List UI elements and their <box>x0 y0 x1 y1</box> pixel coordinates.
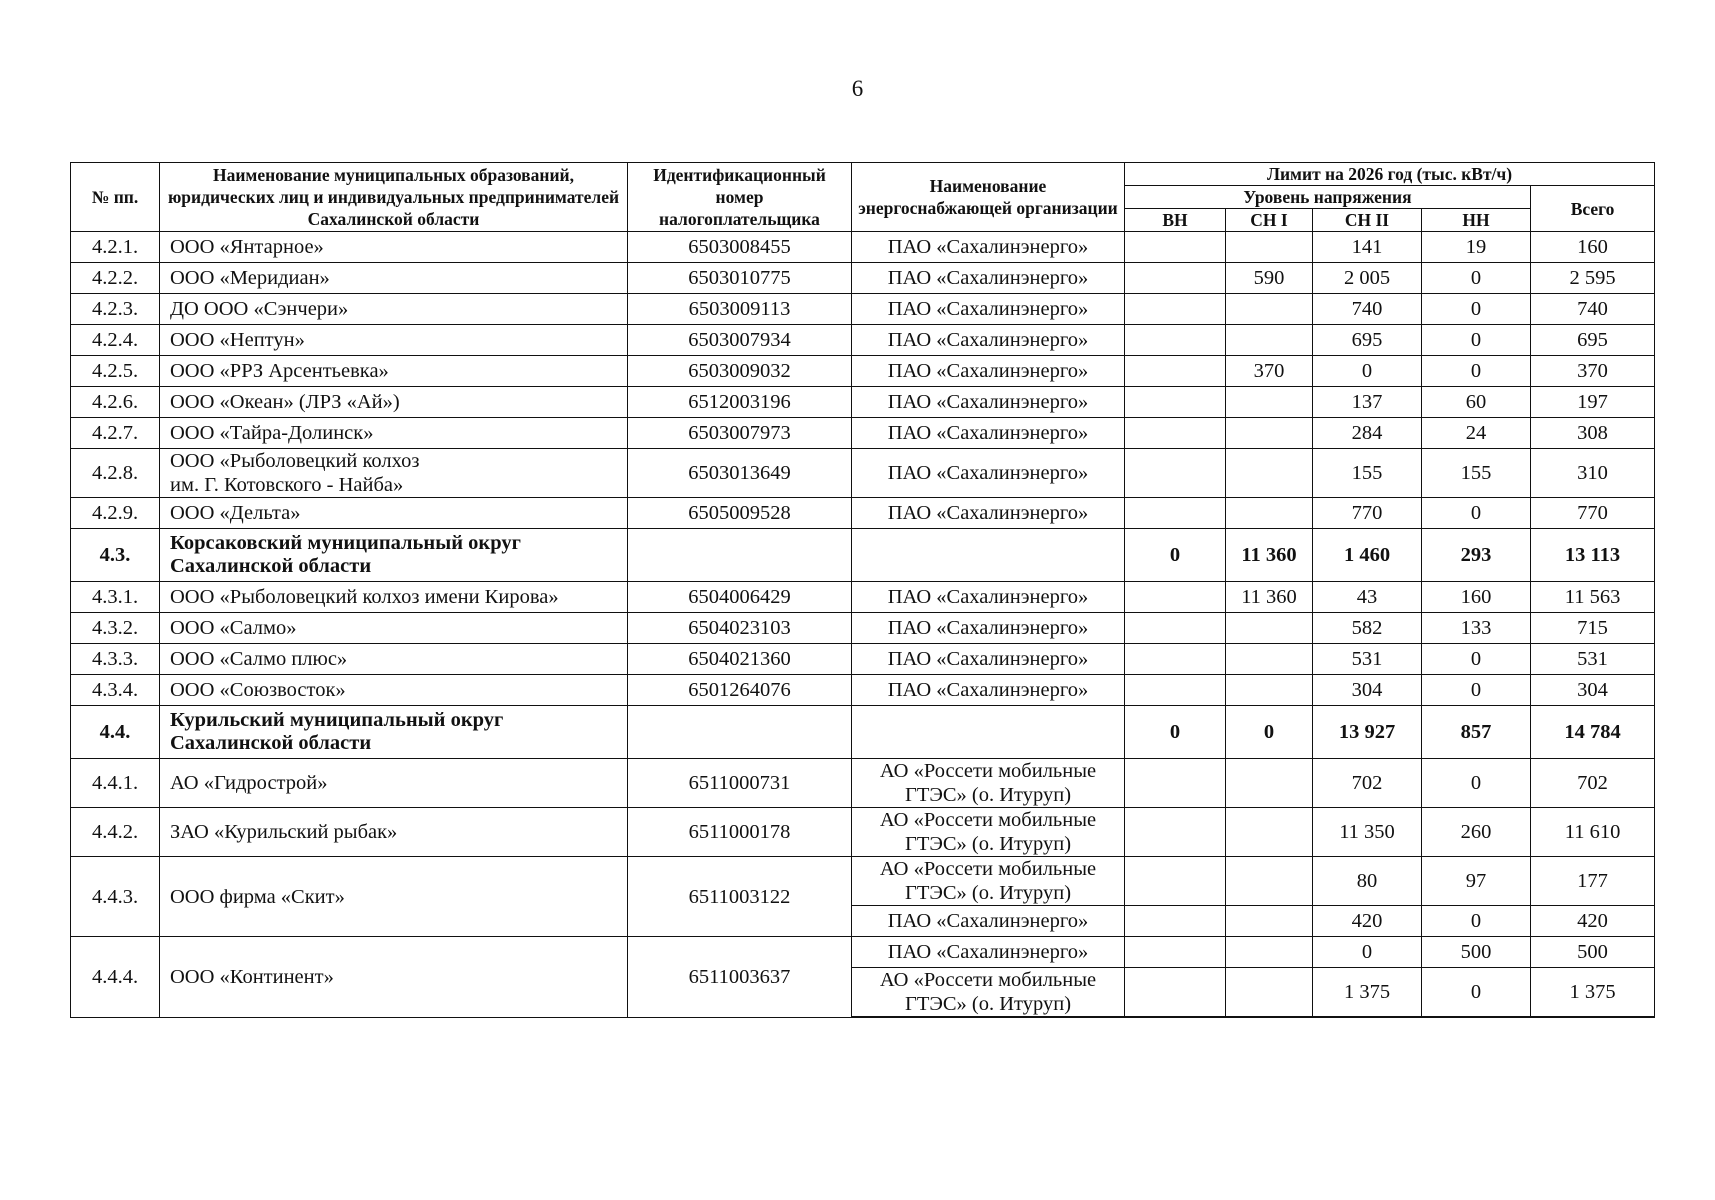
table-row <box>71 325 1655 356</box>
table-row <box>71 418 1655 449</box>
energy-org-cell: ПАО «Сахалинэнерго» <box>852 449 1125 498</box>
vn-cell <box>1125 937 1226 968</box>
sn1-cell <box>1226 808 1313 857</box>
vn-cell <box>1125 857 1226 906</box>
sn1-cell <box>1226 325 1313 356</box>
sn1-cell <box>1226 449 1313 498</box>
nn-cell: 0 <box>1422 906 1531 937</box>
entity-name-cell: ООО «Континент» <box>160 937 628 1018</box>
inn-cell: 6505009528 <box>628 498 852 529</box>
vn-cell <box>1125 968 1226 1018</box>
inn-cell: 6504021360 <box>628 644 852 675</box>
section-row <box>71 706 1655 759</box>
total-cell: 715 <box>1531 613 1655 644</box>
sn2-cell: 43 <box>1313 582 1422 613</box>
energy-org-cell: ПАО «Сахалинэнерго» <box>852 294 1125 325</box>
sn2-cell: 80 <box>1313 857 1422 906</box>
total-cell: 304 <box>1531 675 1655 706</box>
sn1-cell <box>1226 968 1313 1018</box>
total-cell: 160 <box>1531 232 1655 263</box>
nn-cell: 260 <box>1422 808 1531 857</box>
entity-name-cell: ООО «Океан» (ЛРЗ «Ай») <box>160 387 628 418</box>
sn1-cell <box>1226 498 1313 529</box>
table-row <box>71 613 1655 644</box>
sn2-cell: 740 <box>1313 294 1422 325</box>
inn-cell: 6511000178 <box>628 808 852 857</box>
sn2-cell: 1 460 <box>1313 529 1422 582</box>
inn-cell: 6503009113 <box>628 294 852 325</box>
sn1-cell <box>1226 232 1313 263</box>
total-cell: 500 <box>1531 937 1655 968</box>
row-number-cell: 4.2.8. <box>71 449 160 498</box>
entity-name-cell: ООО «Нептун» <box>160 325 628 356</box>
energy-org-cell: ПАО «Сахалинэнерго» <box>852 644 1125 675</box>
energy-org-cell <box>852 857 1125 906</box>
nn-cell: 60 <box>1422 387 1531 418</box>
vn-cell <box>1125 906 1226 937</box>
header-sn2: СН II <box>1313 209 1422 232</box>
inn-cell <box>628 529 852 582</box>
entity-name-cell: ООО «Салмо» <box>160 613 628 644</box>
sn1-cell <box>1226 857 1313 906</box>
sn1-cell: 11 360 <box>1226 582 1313 613</box>
energy-org-cell: ПАО «Сахалинэнерго» <box>852 418 1125 449</box>
inn-cell: 6503009032 <box>628 356 852 387</box>
entity-name-cell-line: Курильский муниципальный округ <box>170 709 504 731</box>
header-voltage: Уровень напряжения <box>1125 186 1531 209</box>
table-header <box>71 163 1655 232</box>
sn2-cell: 155 <box>1313 449 1422 498</box>
energy-org-cell: ПАО «Сахалинэнерго» <box>852 263 1125 294</box>
vn-cell <box>1125 294 1226 325</box>
entity-name-cell-line: ООО «Рыболовецкий колхоз <box>170 450 420 472</box>
header-sn1: СН I <box>1226 209 1313 232</box>
row-number-cell: 4.3.4. <box>71 675 160 706</box>
nn-cell: 293 <box>1422 529 1531 582</box>
entity-name-cell <box>160 706 628 759</box>
total-cell: 695 <box>1531 325 1655 356</box>
total-cell: 310 <box>1531 449 1655 498</box>
vn-cell <box>1125 808 1226 857</box>
entity-name-cell <box>160 449 628 498</box>
sn2-cell: 0 <box>1313 937 1422 968</box>
row-number-cell: 4.2.5. <box>71 356 160 387</box>
energy-org-cell: ПАО «Сахалинэнерго» <box>852 675 1125 706</box>
energy-org-cell-line: АО «Россети мобильные <box>879 858 1097 880</box>
total-cell: 14 784 <box>1531 706 1655 759</box>
nn-cell: 0 <box>1422 968 1531 1018</box>
row-number-cell: 4.2.4. <box>71 325 160 356</box>
sn1-cell <box>1226 418 1313 449</box>
sn1-cell: 370 <box>1226 356 1313 387</box>
header-nn: НН <box>1422 209 1531 232</box>
entity-name-cell-line: Корсаковский муниципальный округ <box>170 532 521 554</box>
sn2-cell: 531 <box>1313 644 1422 675</box>
energy-org-cell: ПАО «Сахалинэнерго» <box>852 232 1125 263</box>
sn2-cell: 11 350 <box>1313 808 1422 857</box>
sn2-cell: 695 <box>1313 325 1422 356</box>
entity-name-cell-line: им. Г. Котовского - Найба» <box>170 474 404 496</box>
row-number-cell: 4.2.6. <box>71 387 160 418</box>
inn-cell: 6503007934 <box>628 325 852 356</box>
nn-cell: 97 <box>1422 857 1531 906</box>
row-number-cell: 4.2.1. <box>71 232 160 263</box>
row-number-cell: 4.3.1. <box>71 582 160 613</box>
energy-org-cell <box>852 706 1125 759</box>
energy-org-cell: ПАО «Сахалинэнерго» <box>852 613 1125 644</box>
entity-name-cell: ООО «Янтарное» <box>160 232 628 263</box>
total-cell: 11 610 <box>1531 808 1655 857</box>
vn-cell <box>1125 498 1226 529</box>
row-number-cell: 4.4.3. <box>71 857 160 937</box>
vn-cell <box>1125 263 1226 294</box>
header-inn: Идентификационный номер налогоплательщика <box>628 163 852 232</box>
vn-cell <box>1125 232 1226 263</box>
vn-cell: 0 <box>1125 706 1226 759</box>
entity-name-cell <box>160 529 628 582</box>
sn1-cell <box>1226 759 1313 808</box>
energy-org-cell <box>852 968 1125 1018</box>
total-cell: 420 <box>1531 906 1655 937</box>
table-row <box>71 582 1655 613</box>
entity-name-cell: ООО фирма «Скит» <box>160 857 628 937</box>
total-cell: 11 563 <box>1531 582 1655 613</box>
entity-name-cell-line: Сахалинской области <box>170 732 372 754</box>
energy-org-cell-line: АО «Россети мобильные <box>879 809 1097 831</box>
entity-name-cell-line: Сахалинской области <box>170 555 372 577</box>
entity-name-cell: ООО «Меридиан» <box>160 263 628 294</box>
energy-org-cell <box>852 529 1125 582</box>
vn-cell <box>1125 449 1226 498</box>
sn1-cell: 11 360 <box>1226 529 1313 582</box>
entity-name-cell: ООО «РРЗ Арсентьевка» <box>160 356 628 387</box>
sn1-cell: 590 <box>1226 263 1313 294</box>
sn2-cell: 420 <box>1313 906 1422 937</box>
table-row <box>71 857 1655 906</box>
total-cell: 531 <box>1531 644 1655 675</box>
nn-cell: 0 <box>1422 325 1531 356</box>
entity-name-cell: ООО «Дельта» <box>160 498 628 529</box>
row-number-cell: 4.4.1. <box>71 759 160 808</box>
energy-org-cell-line: АО «Россети мобильные <box>879 969 1097 991</box>
sn1-cell <box>1226 937 1313 968</box>
sn1-cell <box>1226 906 1313 937</box>
nn-cell: 155 <box>1422 449 1531 498</box>
sn2-cell: 141 <box>1313 232 1422 263</box>
sn2-cell: 284 <box>1313 418 1422 449</box>
table-row <box>71 387 1655 418</box>
total-cell: 197 <box>1531 387 1655 418</box>
sn2-cell: 137 <box>1313 387 1422 418</box>
inn-cell: 6503013649 <box>628 449 852 498</box>
table-row <box>71 644 1655 675</box>
entity-name-cell: ООО «Салмо плюс» <box>160 644 628 675</box>
entity-name-cell: ЗАО «Курильский рыбак» <box>160 808 628 857</box>
vn-cell: 0 <box>1125 529 1226 582</box>
nn-cell: 500 <box>1422 937 1531 968</box>
header-total: Всего <box>1531 186 1655 232</box>
nn-cell: 0 <box>1422 356 1531 387</box>
sn2-cell: 1 375 <box>1313 968 1422 1018</box>
entity-name-cell: ООО «Союзвосток» <box>160 675 628 706</box>
section-row <box>71 529 1655 582</box>
vn-cell <box>1125 582 1226 613</box>
inn-cell: 6512003196 <box>628 387 852 418</box>
total-cell: 702 <box>1531 759 1655 808</box>
nn-cell: 0 <box>1422 294 1531 325</box>
header-vn: ВН <box>1125 209 1226 232</box>
vn-cell <box>1125 644 1226 675</box>
inn-cell: 6511003122 <box>628 857 852 937</box>
nn-cell: 0 <box>1422 263 1531 294</box>
row-number-cell: 4.4. <box>71 706 160 759</box>
table-row <box>71 232 1655 263</box>
sn2-cell: 13 927 <box>1313 706 1422 759</box>
energy-org-cell: ПАО «Сахалинэнерго» <box>852 582 1125 613</box>
energy-org-cell: ПАО «Сахалинэнерго» <box>852 356 1125 387</box>
table-row <box>71 498 1655 529</box>
header-limit: Лимит на 2026 год (тыс. кВт/ч) <box>1125 163 1655 186</box>
total-cell: 740 <box>1531 294 1655 325</box>
energy-org-cell-line: ГТЭС» (о. Итуруп) <box>904 993 1072 1015</box>
sn2-cell: 0 <box>1313 356 1422 387</box>
row-number-cell: 4.2.9. <box>71 498 160 529</box>
energy-limits-table <box>70 162 1655 1018</box>
page-number: 6 <box>851 76 864 101</box>
row-number-cell: 4.3.2. <box>71 613 160 644</box>
table-row <box>71 808 1655 857</box>
vn-cell <box>1125 613 1226 644</box>
total-cell: 177 <box>1531 857 1655 906</box>
energy-org-cell <box>852 808 1125 857</box>
table-row <box>71 356 1655 387</box>
inn-cell: 6511000731 <box>628 759 852 808</box>
nn-cell: 19 <box>1422 232 1531 263</box>
sn2-cell: 2 005 <box>1313 263 1422 294</box>
nn-cell: 0 <box>1422 498 1531 529</box>
sn1-cell <box>1226 644 1313 675</box>
energy-org-cell: ПАО «Сахалинэнерго» <box>852 498 1125 529</box>
table-row <box>71 294 1655 325</box>
sn1-cell: 0 <box>1226 706 1313 759</box>
vn-cell <box>1125 759 1226 808</box>
sn1-cell <box>1226 613 1313 644</box>
total-cell: 13 113 <box>1531 529 1655 582</box>
nn-cell: 857 <box>1422 706 1531 759</box>
energy-org-cell: ПАО «Сахалинэнерго» <box>852 937 1125 968</box>
energy-org-cell-line: ГТЭС» (о. Итуруп) <box>904 882 1072 904</box>
row-number-cell: 4.2.3. <box>71 294 160 325</box>
inn-cell: 6503008455 <box>628 232 852 263</box>
energy-org-cell-line: ГТЭС» (о. Итуруп) <box>904 833 1072 855</box>
nn-cell: 24 <box>1422 418 1531 449</box>
entity-name-cell: АО «Гидрострой» <box>160 759 628 808</box>
total-cell: 770 <box>1531 498 1655 529</box>
row-number-cell: 4.2.7. <box>71 418 160 449</box>
vn-cell <box>1125 387 1226 418</box>
energy-org-cell-line: АО «Россети мобильные <box>879 760 1097 782</box>
total-cell: 2 595 <box>1531 263 1655 294</box>
inn-cell: 6503007973 <box>628 418 852 449</box>
row-number-cell: 4.3.3. <box>71 644 160 675</box>
row-number-cell: 4.3. <box>71 529 160 582</box>
sn1-cell <box>1226 387 1313 418</box>
entity-name-cell: ДО ООО «Сэнчери» <box>160 294 628 325</box>
inn-cell: 6504006429 <box>628 582 852 613</box>
header-org: Наименование энергоснабжающей организации <box>852 163 1125 232</box>
inn-cell: 6504023103 <box>628 613 852 644</box>
nn-cell: 0 <box>1422 759 1531 808</box>
vn-cell <box>1125 418 1226 449</box>
total-cell: 1 375 <box>1531 968 1655 1018</box>
sn2-cell: 582 <box>1313 613 1422 644</box>
inn-cell: 6503010775 <box>628 263 852 294</box>
energy-org-cell: ПАО «Сахалинэнерго» <box>852 906 1125 937</box>
header-name: Наименование муниципальных образований, юридических лиц и индивидуальных предпринимателей Сахалинской области <box>160 163 628 232</box>
table-row <box>71 759 1655 808</box>
row-number-cell: 4.4.4. <box>71 937 160 1018</box>
inn-cell: 6501264076 <box>628 675 852 706</box>
nn-cell: 160 <box>1422 582 1531 613</box>
table-row <box>71 937 1655 968</box>
inn-cell: 6511003637 <box>628 937 852 1018</box>
total-cell: 370 <box>1531 356 1655 387</box>
energy-org-cell: ПАО «Сахалинэнерго» <box>852 325 1125 356</box>
sn1-cell <box>1226 675 1313 706</box>
vn-cell <box>1125 675 1226 706</box>
total-cell: 308 <box>1531 418 1655 449</box>
nn-cell: 0 <box>1422 644 1531 675</box>
entity-name-cell: ООО «Тайра-Долинск» <box>160 418 628 449</box>
sn2-cell: 770 <box>1313 498 1422 529</box>
table-row <box>71 263 1655 294</box>
vn-cell <box>1125 325 1226 356</box>
table-row <box>71 449 1655 498</box>
sn2-cell: 702 <box>1313 759 1422 808</box>
table-row <box>71 675 1655 706</box>
header-num: № пп. <box>71 163 160 232</box>
energy-org-cell-line: ГТЭС» (о. Итуруп) <box>904 784 1072 806</box>
energy-org-cell: ПАО «Сахалинэнерго» <box>852 387 1125 418</box>
inn-cell <box>628 706 852 759</box>
vn-cell <box>1125 356 1226 387</box>
row-number-cell: 4.2.2. <box>71 263 160 294</box>
sn1-cell <box>1226 294 1313 325</box>
table-body <box>71 232 1655 1018</box>
energy-org-cell <box>852 759 1125 808</box>
nn-cell: 0 <box>1422 675 1531 706</box>
sn2-cell: 304 <box>1313 675 1422 706</box>
row-number-cell: 4.4.2. <box>71 808 160 857</box>
nn-cell: 133 <box>1422 613 1531 644</box>
entity-name-cell: ООО «Рыболовецкий колхоз имени Кирова» <box>160 582 628 613</box>
